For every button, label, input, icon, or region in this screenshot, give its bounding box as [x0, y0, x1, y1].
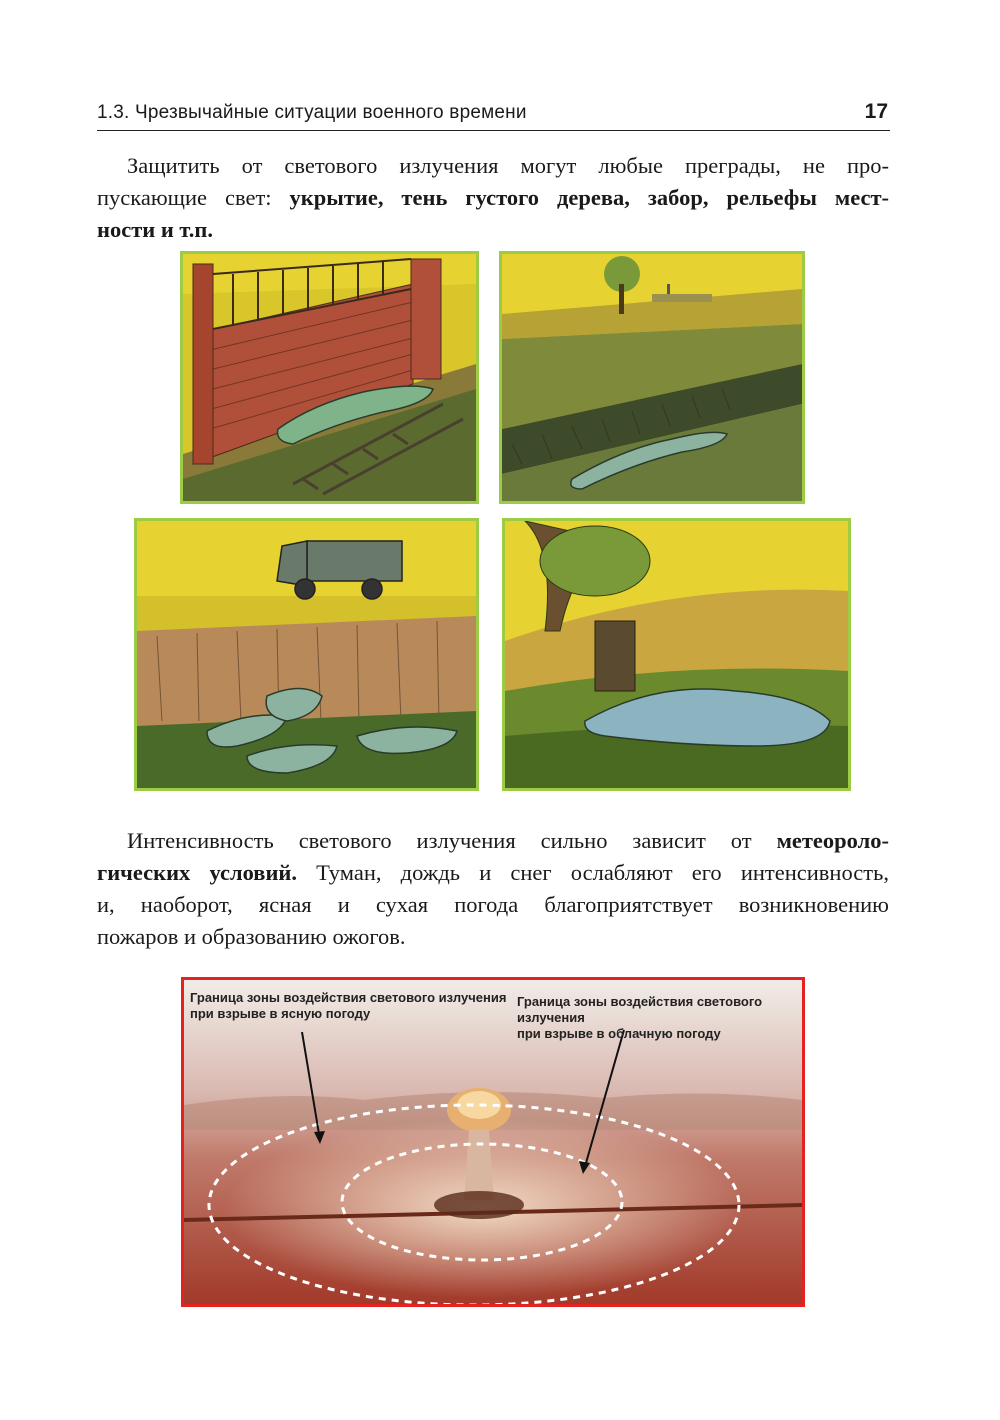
section-title: 1.3. Чрезвычайные ситуации военного времени	[97, 102, 527, 123]
illustration-embankment-shelter	[134, 518, 479, 791]
label-clear-weather: Граница зоны воздействия светового излучения при взрыве в ясную погоду	[190, 990, 507, 1021]
para2-line2: гических условий. Туман, дождь и снег ослабляют его интенсивность,	[97, 860, 889, 885]
tree-shelter-image	[505, 521, 848, 788]
blast-zone-figure	[181, 977, 805, 1307]
embankment-shelter-image	[137, 521, 476, 788]
para1-line1: Защитить от светового излучения могут любые преграды, не про-	[127, 153, 889, 178]
paragraph-protection	[97, 150, 889, 246]
running-head	[97, 100, 890, 131]
label-cloudy-weather: Граница зоны воздействия светового излучения при взрыве в облачную погоду	[517, 994, 763, 1041]
para1-line3: ности и т.п.	[97, 217, 214, 242]
para1-line2: пускающие свет: укрытие, тень густого дерева, забор, рельефы мест-	[97, 185, 889, 210]
illustration-fence-shelter	[180, 251, 479, 504]
para2-line1: Интенсивность светового излучения сильно зависит от метеороло-	[127, 828, 889, 853]
ditch-shelter-image	[502, 254, 802, 501]
paragraph-intensity	[97, 825, 889, 953]
para2-line4: пожаров и образованию ожогов.	[97, 924, 406, 949]
page-number: 17	[864, 100, 888, 123]
fence-shelter-image	[183, 254, 476, 501]
illustration-tree-shelter	[502, 518, 851, 791]
illustration-ditch-shelter	[499, 251, 805, 504]
para2-line3: и, наоборот, ясная и сухая погода благоприятствует возникновению	[97, 892, 889, 917]
